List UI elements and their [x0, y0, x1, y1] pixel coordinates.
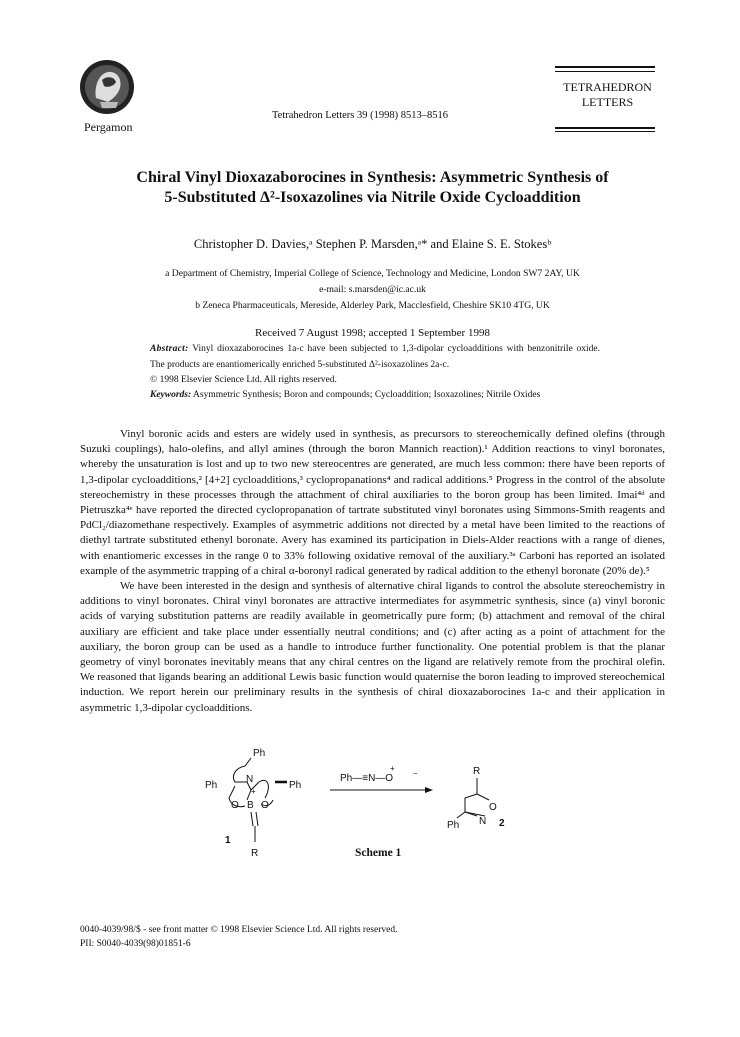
- compound-2-structure: [457, 778, 489, 818]
- reaction-scheme: [195, 748, 535, 863]
- header-rule-bottom: [555, 127, 655, 129]
- journal-citation: Tetrahedron Letters 39 (1998) 8513–8516: [272, 110, 448, 121]
- compound-1-label: 1: [225, 835, 231, 846]
- compound-1-ph-top: Ph: [253, 748, 266, 759]
- publisher-name: Pergamon: [84, 120, 133, 134]
- footer-pii: PII: S0040-4039(98)01851-6: [80, 939, 191, 949]
- compound-1-r: R: [251, 848, 259, 859]
- compound-2-oxygen: O: [489, 802, 497, 813]
- journal-name-line1: TETRAHEDRON: [563, 80, 652, 94]
- received-dates: Received 7 August 1998; accepted 1 September 1998: [255, 327, 490, 339]
- reaction-arrowhead: [425, 787, 433, 793]
- compound-1-ph-left: Ph: [205, 780, 218, 791]
- compound-2-ph: Ph: [447, 820, 460, 831]
- affiliation-a: a Department of Chemistry, Imperial College of Science, Technology and Medicine, London SW7 2AY, UK: [165, 268, 580, 279]
- abstract: [150, 342, 600, 389]
- affiliation-b: b Zeneca Pharmaceuticals, Mereside, Alderley Park, Macclesfield, Cheshire SK10 4TG, UK: [195, 300, 550, 311]
- article-body: [80, 427, 665, 716]
- footer: [80, 923, 397, 951]
- body-paragraph-1: Vinyl boronic acids and esters are widely used in synthesis, as precursors to stereochemically defined olefins (through Suzuki couplings), halo-olefins, and allyl amines (through the boron Mannich reaction).¹ Addition reactions to vinyl boronates, whereby the unsaturation is lost and up to two new stereocentres are generated, are much less common: there have been reports of 1,3-dipolar cycloadditions,² [4+2] cycloadditions,³ cyclopropanations⁴ and radical additions.⁵ Progress in the control of the absolute stereochemistry in these processes through the attachment of chiral auxiliaries to the boron group has been limited. Imai⁴ᵈ and Pietruszka⁴ᵉ have reported the directed cyclopropanation of tartrate substituted vinyl boronates using Simmons-Smith reagents and PdCl₂/diazomethane respectively. Examples of asymmetric additions not directed by a metal have been limited to the reactions of diethyl tartrate substituted ethenyl boronate. Avery has examined its participation in Diels-Alder reactions with a range of dienes, with enantiomeric excesses in the range 0 to 33% following oxidative removal of the auxiliary.³ᵃ Carboni has reported an isolated example of the asymmetric trapping of a chiral α-boronyl radical generated by radical addition to the ethenyl boronate (20% de).⁵: [80, 428, 665, 577]
- compound-1-ph-right: Ph: [289, 780, 302, 791]
- publisher-logo: [78, 58, 136, 116]
- author-list: Christopher D. Davies,ᵃ Stephen P. Marsden,ᵃ* and Elaine S. E. Stokesᵇ: [193, 237, 552, 251]
- journal-name-line2: LETTERS: [581, 95, 634, 109]
- keywords: [150, 390, 630, 400]
- compound-1-boron: B: [247, 800, 254, 811]
- journal-name: [560, 80, 655, 110]
- scheme-caption: Scheme 1: [355, 847, 402, 859]
- compound-1-oxygen-right: O: [261, 800, 269, 811]
- keywords-label: Keywords:: [150, 390, 192, 400]
- header-rule-bottom-thin: [555, 131, 655, 132]
- title-line-1: Chiral Vinyl Dioxazaborocines in Synthesis: Asymmetric Synthesis of: [136, 169, 609, 186]
- copyright-line: © 1998 Elsevier Science Ltd. All rights reserved.: [150, 375, 337, 385]
- reagent-formula: Ph—≡N—O: [340, 773, 394, 784]
- title-line-2: 5-Substituted Δ²-Isoxazolines via Nitrile Oxide Cycloaddition: [164, 189, 581, 206]
- body-paragraph-2: We have been interested in the design and synthesis of alternative chiral ligands to control the absolute stereochemistry in additions to vinyl boronates. Chiral vinyl boronates are attractive intermediates for asymmetric synthesis, since (a) vinyl boronic acids of varying substitution patterns are readily available in geometrically pure form; (b) attachment and removal of the chiral auxiliary are efficient and take place under essentially neutral conditions; and (c) after acting as a point of attachment for the auxiliary, the boron group can be used as a handle to introduce further functionality. One potential problem is that the planar geometry of vinyl boronates inevitably means that any chiral centres on the ligand are relatively remote from the prochiral olefin. We reasoned that ligands bearing an additional Lewis basic function would quaternise the boron leading to improved stereochemical induction. We report herein our preliminary results in the synthesis of chiral dioxazaborocines 1a-c and their application in asymmetric 1,3-dipolar cycloadditions.: [80, 580, 665, 714]
- keywords-text: Asymmetric Synthesis; Boron and compounds; Cycloaddition; Isoxazolines; Nitrile Oxides: [193, 390, 541, 400]
- compound-2-label: 2: [499, 818, 505, 829]
- compound-1-charge: +: [251, 787, 256, 796]
- compound-2-r: R: [473, 766, 481, 777]
- article-title: [60, 168, 685, 208]
- abstract-label: Abstract:: [150, 344, 189, 354]
- header-rule-top: [555, 66, 655, 68]
- header-rule-top-thin: [555, 71, 655, 72]
- compound-1-nitrogen: N: [246, 774, 254, 785]
- compound-2-nitrogen: N: [479, 816, 487, 827]
- footer-copyright: 0040-4039/98/$ - see front matter © 1998 Elsevier Science Ltd. All rights reserved.: [80, 925, 398, 935]
- abstract-text: Vinyl dioxazaborocines 1a-c have been subjected to 1,3-dipolar cycloadditions with benzonitrile oxide. The products are enantiomerically enriched 5-substituted Δ²-isoxazolines 2a-c.: [150, 344, 600, 370]
- reagent-minus: −: [413, 769, 418, 778]
- author-email: e-mail: s.marsden@ic.ac.uk: [319, 284, 426, 295]
- reagent-plus: +: [390, 764, 395, 773]
- compound-1-oxygen-left: O: [231, 800, 239, 811]
